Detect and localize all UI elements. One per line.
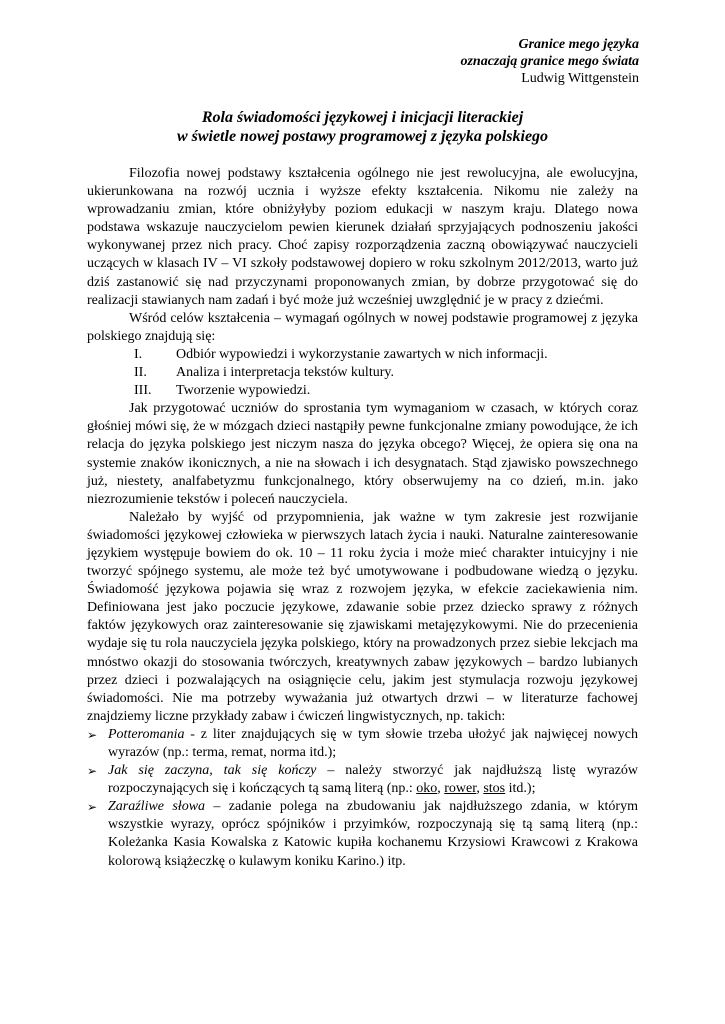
example-word: rower [444,781,477,797]
game-description: – należy stworzyć jak najdłuższą listę wyrazów rozpoczynających się i kończących tą samą literą (np.: [108,763,638,797]
arrow-bullet-icon: ➢ [87,800,98,815]
game-name: Zaraźliwe słowa [108,799,206,815]
game-description: – zadanie polega na zbudowaniu jak najdłuższego zdania, w którym wszystkie wyrazy, oprócz spójników i przyimków, rozpoczynają się tą samą literą (np.: Koleżanka Kasia Kowalska z Katowic kupiła kochanemu Krzysiowi Krawcowi z Krakowa kolorową książeczkę o kulawym koniku Karino.) itp. [108,799,638,869]
game-description-end: itd.); [505,781,536,797]
paragraph-2: Wśród celów kształcenia – wymagań ogólnych w nowej podstawie programowej z języka polskiego znajdują się: [87,310,638,344]
goals-list [87,346,638,400]
game-name: Potteromania [108,726,185,742]
example-word: oko [416,781,438,797]
title-line-1: Rola świadomości językowej i inicjacji literackiej [201,109,524,126]
goal-text: Analiza i interpretacja tekstów kultury. [176,365,394,381]
document-body [87,165,638,871]
separator: , [437,781,445,797]
document-title [87,108,638,146]
epigraph-line-2: oznaczają granice mego świata [460,54,639,69]
games-list [87,726,638,871]
list-item [87,726,638,762]
title-line-2: w świetle nowej postawy programowej z języka polskiego [176,128,549,145]
paragraph-3: Jak przygotować uczniów do sprostania tym wymaganiom w czasach, w których coraz głośniej mówi się, że w mózgach dzieci nastąpiły pewne funkcjonalne zmiany powodujące, że ich relacja do języka polskiego jest niczym nasza do języka obcego? Więcej, że opiera się ona na systemie znaków ikonicznych, a nie na słowach i ich desygnatach. Stąd zjawisko powszechnego już, niestety, analfabetyzmu funkcjonalnego, który obserwujemy na co dzień, m.in. jako niezrozumienie tekstów i poleceń nauczyciela. [87,401,638,507]
separator: , [476,781,484,797]
list-item [87,798,638,870]
example-word: stos [483,781,506,797]
game-description: - z liter znajdujących się w tym słowie trzeba ułożyć jak najwięcej nowych wyrazów (np.: terma, remat, norma itd.); [108,726,638,760]
goal-number: III. [134,383,152,399]
arrow-bullet-icon: ➢ [87,727,98,742]
paragraph-4: Należało by wyjść od przypomnienia, jak ważne w tym zakresie jest rozwijanie świadomości językowej człowieka w pierwszych latach życia i nauki. Naturalne zainteresowanie językiem występuje bowiem do ok. 10 – 11 roku życia i może mieć charakter intuicyjny i nie tworzyć spójnego systemu, ale może też być umotywowane i podbudowane wiedzą o języku. Świadomość językowa pojawia się wraz z rozwojem języka, w efekcie zaciekawienia nim. Definiowana jest jako poczucie językowe, zdawanie sobie przez dziecko sprawy z różnych faktów językowych oraz zainteresowanie się zjawiskami metajęzykowymi. Nie do przecenienia wydaje się tu rola nauczyciela języka polskiego, który na prowadzonych przez siebie lekcjach ma mnóstwo okazji do stosowania twórczych, kreatywnych zabaw językowych – bardzo lubianych przez dzieci i pozwalających na osiągnięcie celu, jakim jest stymulacja rozwoju językowej świadomości. Nie ma potrzeby wyważania już otwartych drzwi – w literaturze fachowej znajdziemy liczne przykłady zabaw i ćwiczeń lingwistycznych, np. takich: [87,509,638,724]
list-item [87,346,638,364]
game-name: Jak się zaczyna, tak się kończy [108,763,317,779]
epigraph-author: Ludwig Wittgenstein [521,71,639,86]
goal-text: Tworzenie wypowiedzi. [176,383,311,399]
arrow-bullet-icon: ➢ [87,764,98,779]
goal-number: II. [134,365,147,381]
goal-number: I. [134,346,143,362]
goal-text: Odbiór wypowiedzi i wykorzystanie zawartych w nich informacji. [176,346,548,362]
list-item [87,364,638,382]
list-item [87,382,638,400]
epigraph [87,36,639,87]
epigraph-line-1: Granice mego języka [518,37,639,52]
list-item [87,762,638,798]
paragraph-1: Filozofia nowej podstawy kształcenia ogólnego nie jest rewolucyjna, ale ewolucyjna, ukierunkowana na rozwój ucznia i wyższe efekty kształcenia. Nikomu nie zależy na wprowadzaniu zmian, które obniżyłyby poziom edukacji w naszym kraju. Dlatego nowa podstawa wskazuje nauczycielom pewien kierunek działań sprzyjających podnoszeniu jakości wykonywanej przez nich pracy. Choć zapisy rozporządzenia zaczną obowiązywać nauczycieli uczących w klasach IV – VI szkoły podstawowej dopiero w roku szkolnym 2012/2013, warto już dziś zastanowić się nad przyczynami proponowanych zmian, by dobrze przygotować się do realizacji stawianych nam zadań i być może już wcześniej uwzględnić je w pracy z dziećmi. [87,166,638,308]
